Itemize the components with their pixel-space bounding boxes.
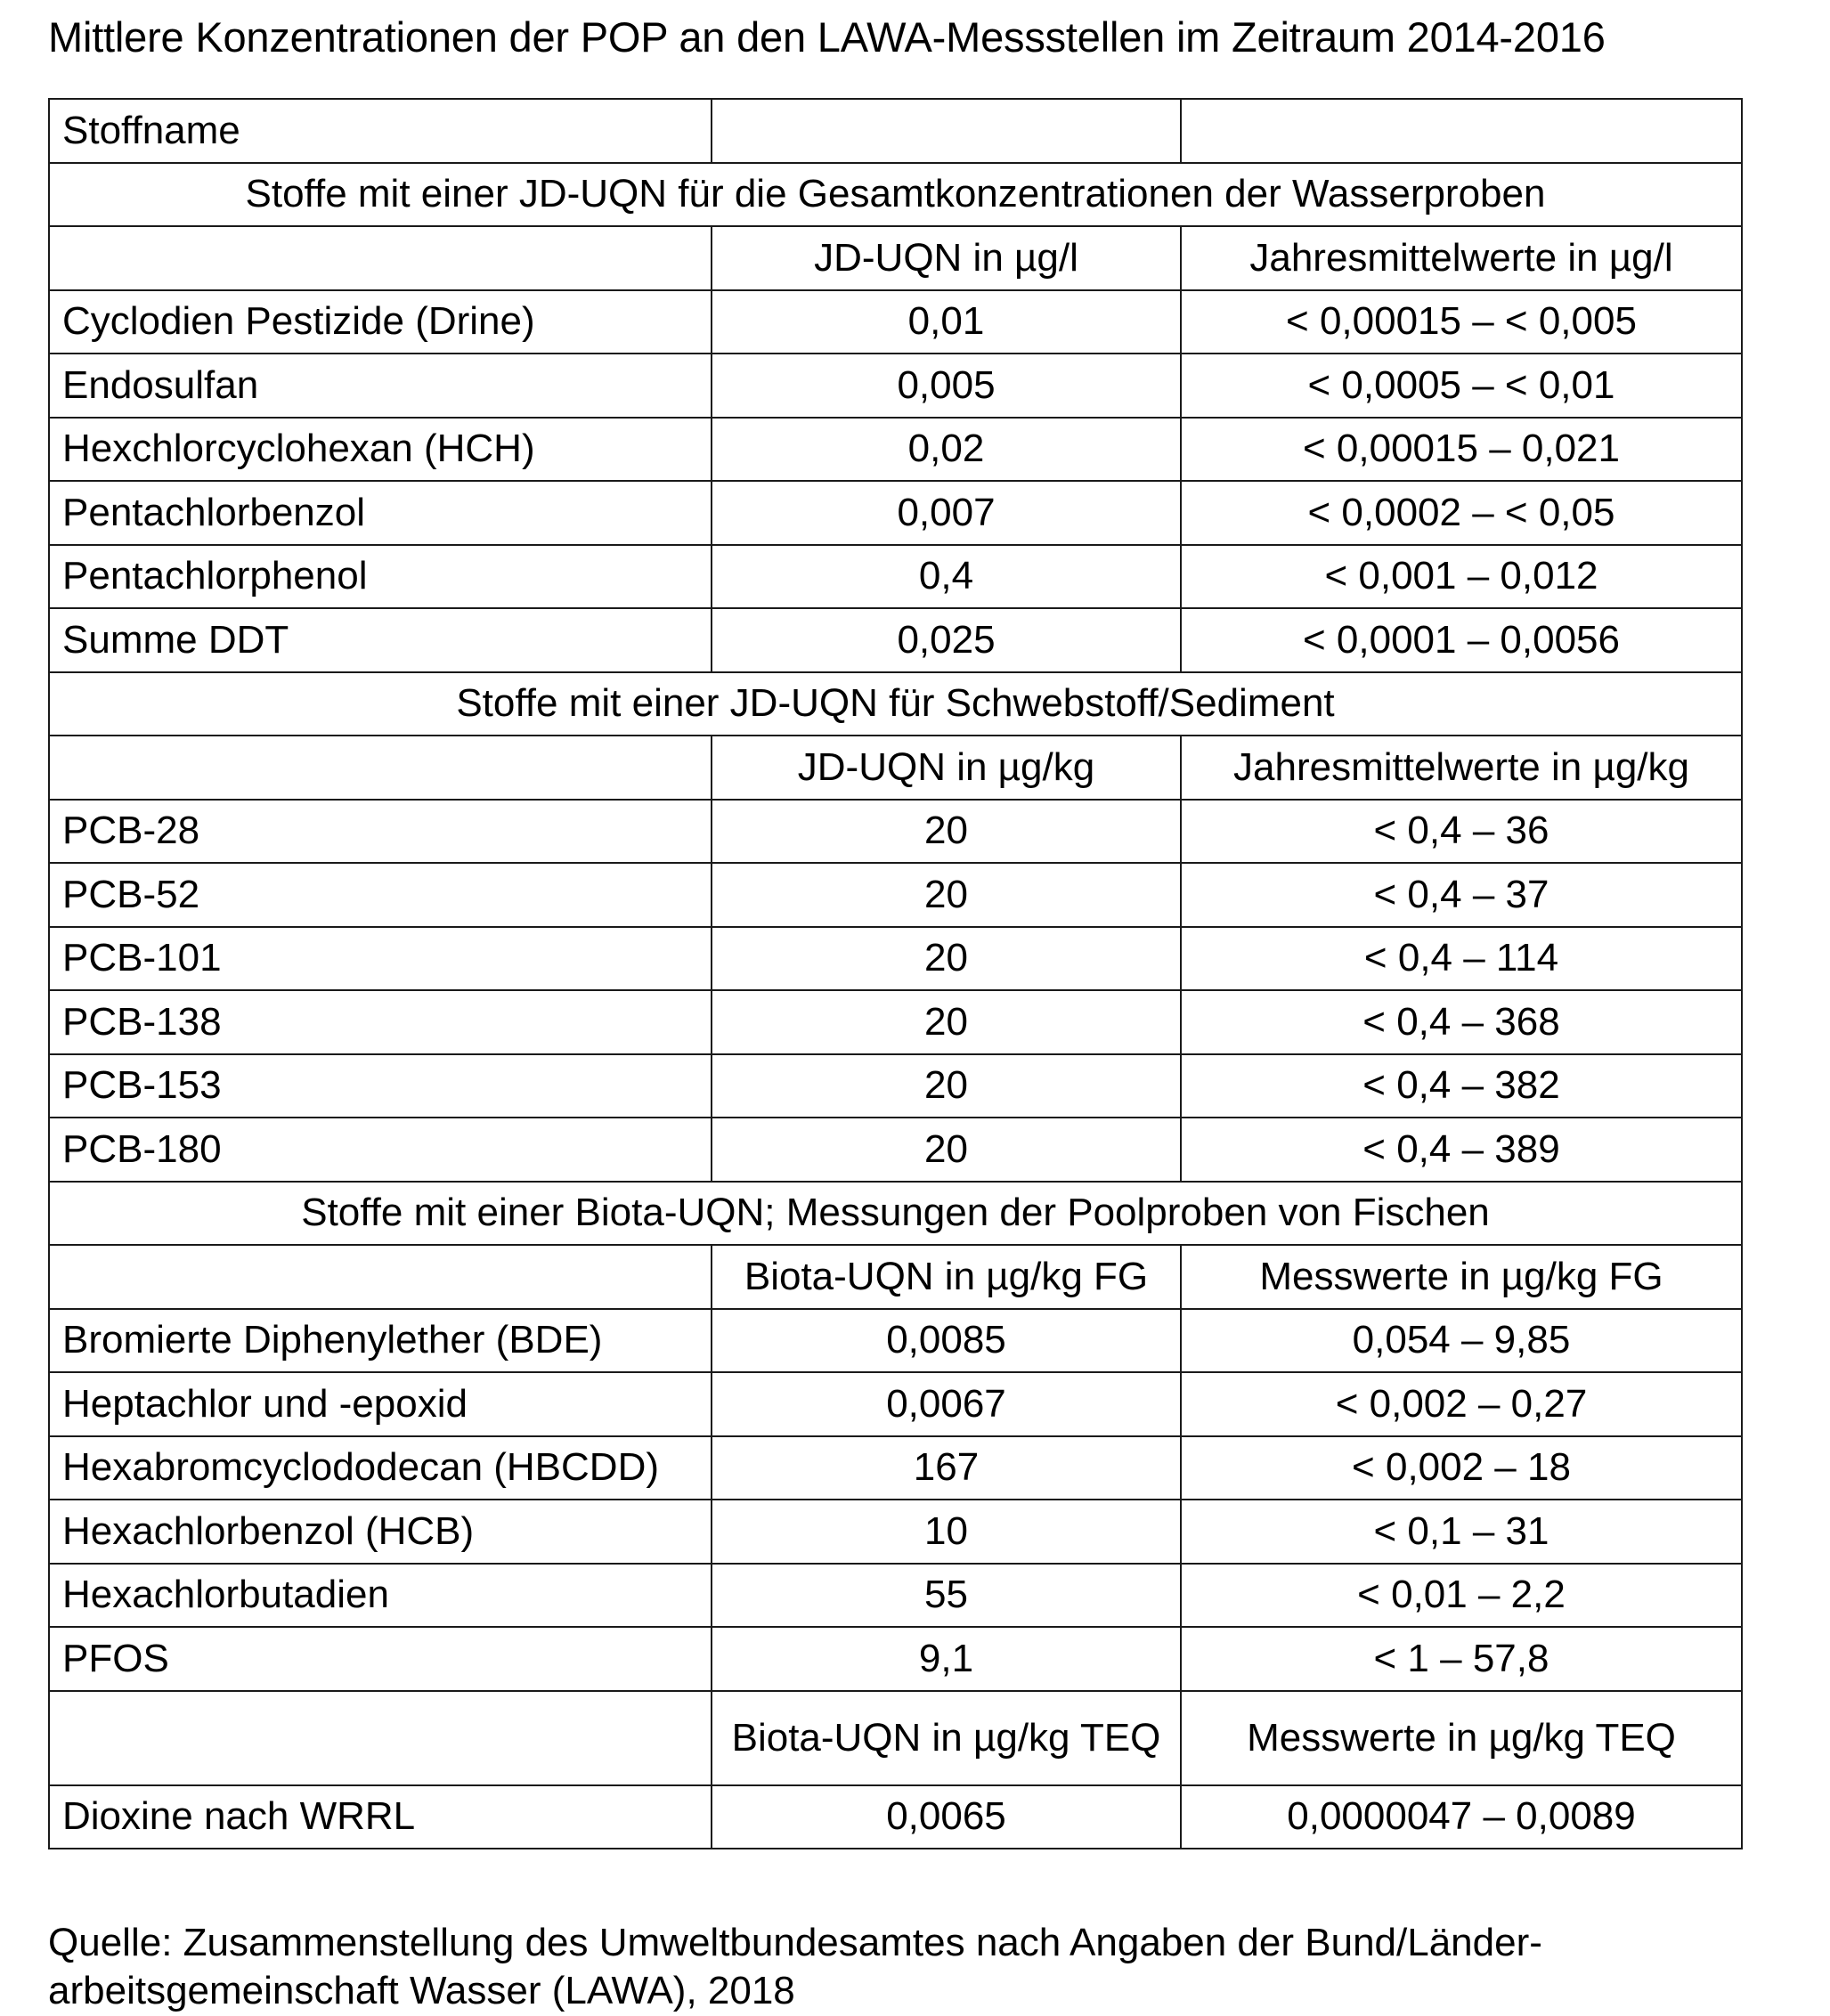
- table-row: [49, 1118, 1742, 1182]
- subheader-row: [49, 226, 1742, 290]
- section-heading-row: [49, 672, 1742, 736]
- subheader-empty: [49, 226, 712, 290]
- table-row: [49, 1627, 1742, 1691]
- uqn-value: 0,025: [712, 608, 1181, 672]
- table-row: [49, 1785, 1742, 1849]
- section-heading-row: [49, 1182, 1742, 1246]
- measured-range: < 0,4 – 37: [1181, 863, 1742, 927]
- uqn-value: 0,007: [712, 481, 1181, 545]
- substance-name: Hexachlorbenzol (HCB): [49, 1500, 712, 1564]
- subheader-uqn-teq: Biota-UQN in µg/kg TEQ: [712, 1691, 1181, 1785]
- subheader-empty: [49, 736, 712, 800]
- uqn-value: 0,4: [712, 545, 1181, 609]
- subheader-uqn: JD-UQN in µg/kg: [712, 736, 1181, 800]
- subheader-values: Jahresmittelwerte in µg/l: [1181, 226, 1742, 290]
- measured-range: < 0,1 – 31: [1181, 1500, 1742, 1564]
- substance-name: Pentachlorbenzol: [49, 481, 712, 545]
- measured-range: < 0,4 – 114: [1181, 927, 1742, 991]
- table-row: [49, 863, 1742, 927]
- subheader-uqn: Biota-UQN in µg/kg FG: [712, 1245, 1181, 1309]
- header-empty-col1: [712, 99, 1181, 163]
- substance-name: PFOS: [49, 1627, 712, 1691]
- measured-range: < 0,001 – 0,012: [1181, 545, 1742, 609]
- substance-name: Summe DDT: [49, 608, 712, 672]
- substance-name: Cyclodien Pestizide (Drine): [49, 290, 712, 354]
- subheader-values: Jahresmittelwerte in µg/kg: [1181, 736, 1742, 800]
- uqn-value: 0,01: [712, 290, 1181, 354]
- substance-name: Pentachlorphenol: [49, 545, 712, 609]
- substance-name: PCB-101: [49, 927, 712, 991]
- table-row: [49, 990, 1742, 1054]
- measured-range: < 0,0001 – 0,0056: [1181, 608, 1742, 672]
- measured-range: < 0,002 – 18: [1181, 1436, 1742, 1500]
- measured-range: 0,0000047 – 0,0089: [1181, 1785, 1742, 1849]
- table-row: [49, 1564, 1742, 1628]
- measured-range: < 0,4 – 382: [1181, 1054, 1742, 1118]
- uqn-value: 0,0065: [712, 1785, 1181, 1849]
- subheader-values-teq: Messwerte in µg/kg TEQ: [1181, 1691, 1742, 1785]
- section-heading-biota: Stoffe mit einer Biota-UQN; Messungen der Poolproben von Fischen: [49, 1182, 1742, 1246]
- substance-name: Hexchlorcyclohexan (HCH): [49, 418, 712, 482]
- table-row: [49, 1054, 1742, 1118]
- uqn-value: 20: [712, 990, 1181, 1054]
- measured-range: < 0,00015 – < 0,005: [1181, 290, 1742, 354]
- table-row: [49, 608, 1742, 672]
- substance-name: PCB-28: [49, 800, 712, 864]
- table-row: [49, 1309, 1742, 1373]
- measured-range: < 0,0002 – < 0,05: [1181, 481, 1742, 545]
- uqn-value: 0,02: [712, 418, 1181, 482]
- section-heading-row: [49, 163, 1742, 227]
- substance-name: PCB-180: [49, 1118, 712, 1182]
- measured-range: 0,054 – 9,85: [1181, 1309, 1742, 1373]
- subheader-uqn: JD-UQN in µg/l: [712, 226, 1181, 290]
- measured-range: < 1 – 57,8: [1181, 1627, 1742, 1691]
- measured-range: < 0,4 – 36: [1181, 800, 1742, 864]
- measured-range: < 0,0005 – < 0,01: [1181, 354, 1742, 418]
- measured-range: < 0,4 – 368: [1181, 990, 1742, 1054]
- measured-range: < 0,00015 – 0,021: [1181, 418, 1742, 482]
- header-empty-col2: [1181, 99, 1742, 163]
- table-row: [49, 800, 1742, 864]
- table-row: [49, 481, 1742, 545]
- measured-range: < 0,01 – 2,2: [1181, 1564, 1742, 1628]
- substance-name: PCB-52: [49, 863, 712, 927]
- subheader-row: [49, 1245, 1742, 1309]
- uqn-value: 20: [712, 863, 1181, 927]
- uqn-value: 167: [712, 1436, 1181, 1500]
- measured-range: < 0,4 – 389: [1181, 1118, 1742, 1182]
- subheader-row: [49, 736, 1742, 800]
- pop-concentration-table: [48, 98, 1743, 1849]
- uqn-value: 0,005: [712, 354, 1181, 418]
- measured-range: < 0,002 – 0,27: [1181, 1372, 1742, 1436]
- section-heading-sediment: Stoffe mit einer JD-UQN für Schwebstoff/Sediment: [49, 672, 1742, 736]
- substance-name: Hexabromcyclododecan (HBCDD): [49, 1436, 712, 1500]
- subheader-empty: [49, 1245, 712, 1309]
- uqn-value: 0,0085: [712, 1309, 1181, 1373]
- uqn-value: 9,1: [712, 1627, 1181, 1691]
- table-row: [49, 418, 1742, 482]
- substance-name: Endosulfan: [49, 354, 712, 418]
- uqn-value: 20: [712, 800, 1181, 864]
- header-stoffname: Stoffname: [49, 99, 712, 163]
- table-row: [49, 1436, 1742, 1500]
- substance-name: PCB-153: [49, 1054, 712, 1118]
- uqn-value: 20: [712, 927, 1181, 991]
- substance-name: Dioxine nach WRRL: [49, 1785, 712, 1849]
- source-note: Quelle: Zusammenstellung des Umweltbundesamtes nach Angaben der Bund/Länder-arbeitsgemeinschaft Wasser (LAWA), 2018: [48, 1921, 1542, 2012]
- substance-name: PCB-138: [49, 990, 712, 1054]
- uqn-value: 10: [712, 1500, 1181, 1564]
- substance-name: Heptachlor und -epoxid: [49, 1372, 712, 1436]
- substance-name: Hexachlorbutadien: [49, 1564, 712, 1628]
- subheader-empty: [49, 1691, 712, 1785]
- table-row: [49, 354, 1742, 418]
- table-row: [49, 1500, 1742, 1564]
- uqn-value: 55: [712, 1564, 1181, 1628]
- subheader-values: Messwerte in µg/kg FG: [1181, 1245, 1742, 1309]
- table-row: [49, 1372, 1742, 1436]
- uqn-value: 0,0067: [712, 1372, 1181, 1436]
- section-heading-water: Stoffe mit einer JD-UQN für die Gesamtkonzentrationen der Wasserproben: [49, 163, 1742, 227]
- uqn-value: 20: [712, 1118, 1181, 1182]
- table-row: [49, 927, 1742, 991]
- subheader-row-teq: [49, 1691, 1742, 1785]
- substance-name: Bromierte Diphenylether (BDE): [49, 1309, 712, 1373]
- table-row: [49, 545, 1742, 609]
- table-header-row: [49, 99, 1742, 163]
- table-row: [49, 290, 1742, 354]
- document-title: Mittlere Konzentrationen der POP an den LAWA-Messstellen im Zeitraum 2014-2016: [48, 13, 1606, 61]
- uqn-value: 20: [712, 1054, 1181, 1118]
